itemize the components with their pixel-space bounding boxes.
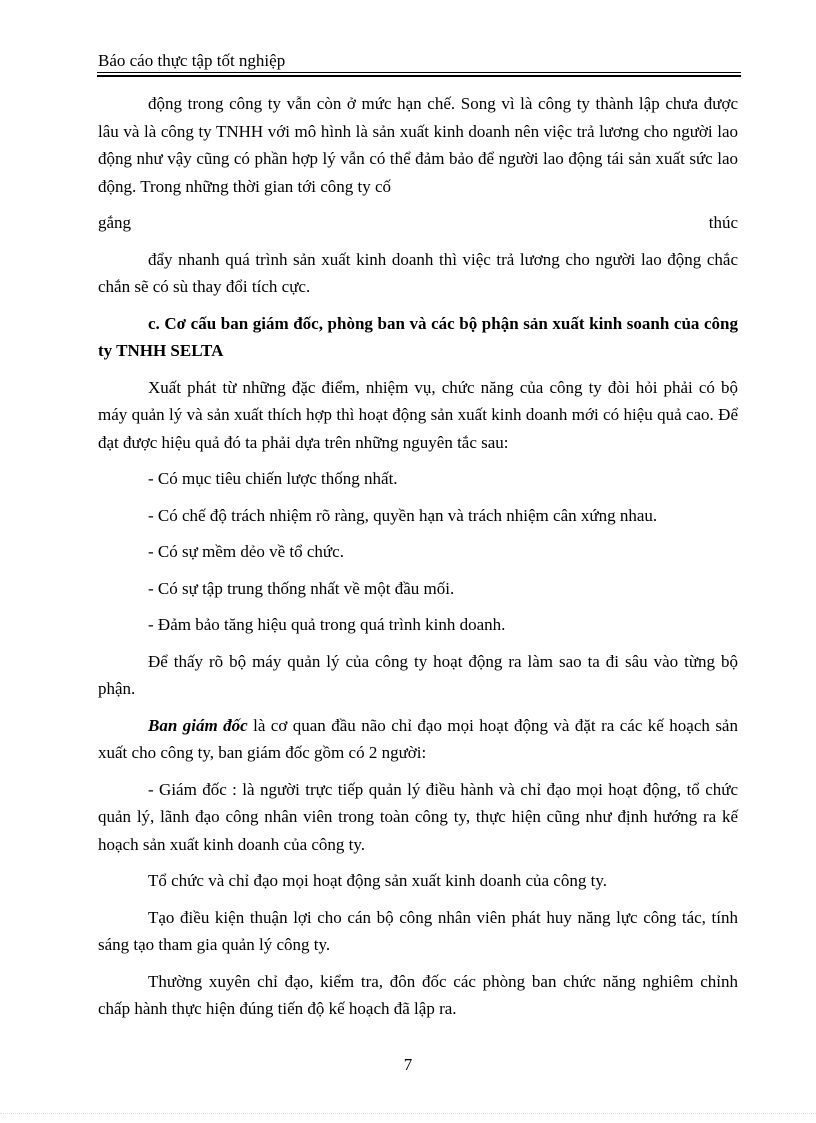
paragraph-organize: Tổ chức và chỉ đạo mọi hoạt động sản xuất kinh doanh của công ty.: [148, 871, 607, 890]
paragraph-split-line-right: [98, 209, 738, 237]
header-double-rule: [97, 72, 741, 77]
paragraph-departments: Để thấy rõ bộ máy quản lý của công ty hoạt động ra làm sao ta đi sâu vào từng bộ phận.: [98, 651, 738, 698]
running-header: Báo cáo thực tập tốt nghiệp: [98, 51, 286, 70]
paragraph-conditions: Tạo điều kiện thuận lợi cho cán bộ công nhân viên phát huy năng lực công tác, tính sáng tạo tham gia quản lý công ty.: [98, 907, 738, 954]
principle-item: - Có sự tập trung thống nhất về một đầu mối.: [148, 578, 455, 598]
board-description: là cơ quan đầu não chỉ đạo mọi hoạt động và đặt ra các kế hoạch sản xuất cho công ty, ban giám đốc gồm có 2 người:: [98, 715, 738, 762]
paragraph-production-speed: đẩy nhanh quá trình sản xuất kinh doanh thì việc trả lương cho người lao động chắc chắn sẽ có sù thay đổi tích cực.: [98, 249, 738, 296]
paragraph-board-of-directors: [98, 712, 738, 767]
section-heading: c. Cơ cấu ban giám đốc, phòng ban và các bộ phận sản xuất kinh soanh của công ty TNHH SELTA: [98, 313, 738, 360]
paragraph-wage-limits: động trong công ty vẫn còn ở mức hạn chế. Song vì là công ty thành lập chưa được lâu và là công ty TNHH với mô hình là sản xuất kinh doanh nên việc trả lương cho người lao động như vậy cũng có phần hợp lý vẫn có thể đảm bảo để người lao động tái sản xuất sức lao động. Trong những thời gian tới công ty cố: [98, 94, 738, 196]
principle-item: - Có mục tiêu chiến lược thống nhất.: [148, 469, 398, 488]
board-term: Ban giám đốc: [148, 715, 248, 735]
page-bottom-border: [0, 1113, 816, 1114]
paragraph-director-role: - Giám đốc : là người trực tiếp quản lý điều hành và chỉ đạo mọi hoạt động, tổ chức quản lý, lãnh đạo công nhân viên trong toàn công ty, thực hiện cũng như định hướng ra kế hoạch sản xuất kinh doanh của công ty.: [98, 779, 738, 854]
split-word-left: gắng: [98, 213, 132, 232]
split-word-right: thúc: [708, 213, 738, 232]
document-body: [98, 90, 738, 1032]
paragraph-supervision: Thường xuyên chỉ đạo, kiểm tra, đôn đốc các phòng ban chức năng nghiêm chỉnh chấp hành thực hiện đúng tiến độ kế hoạch đã lập ra.: [98, 971, 738, 1018]
page-number: 7: [403, 1055, 413, 1074]
principle-item: - Đảm bảo tăng hiệu quả trong quá trình kinh doanh.: [148, 615, 506, 634]
paragraph-organization: Xuất phát từ những đặc điểm, nhiệm vụ, chức năng của công ty đòi hỏi phải có bộ máy quản lý và sản xuất thích hợp thì hoạt động sản xuất kinh doanh mới có hiệu quả cao. Để đạt được hiệu quả đó ta phải dựa trên những nguyên tắc sau:: [98, 377, 738, 452]
principle-item: - Có sự mềm dẻo về tổ chức.: [148, 542, 344, 561]
principle-item: - Có chế độ trách nhiệm rõ ràng, quyền hạn và trách nhiệm cân xứng nhau.: [148, 505, 658, 525]
